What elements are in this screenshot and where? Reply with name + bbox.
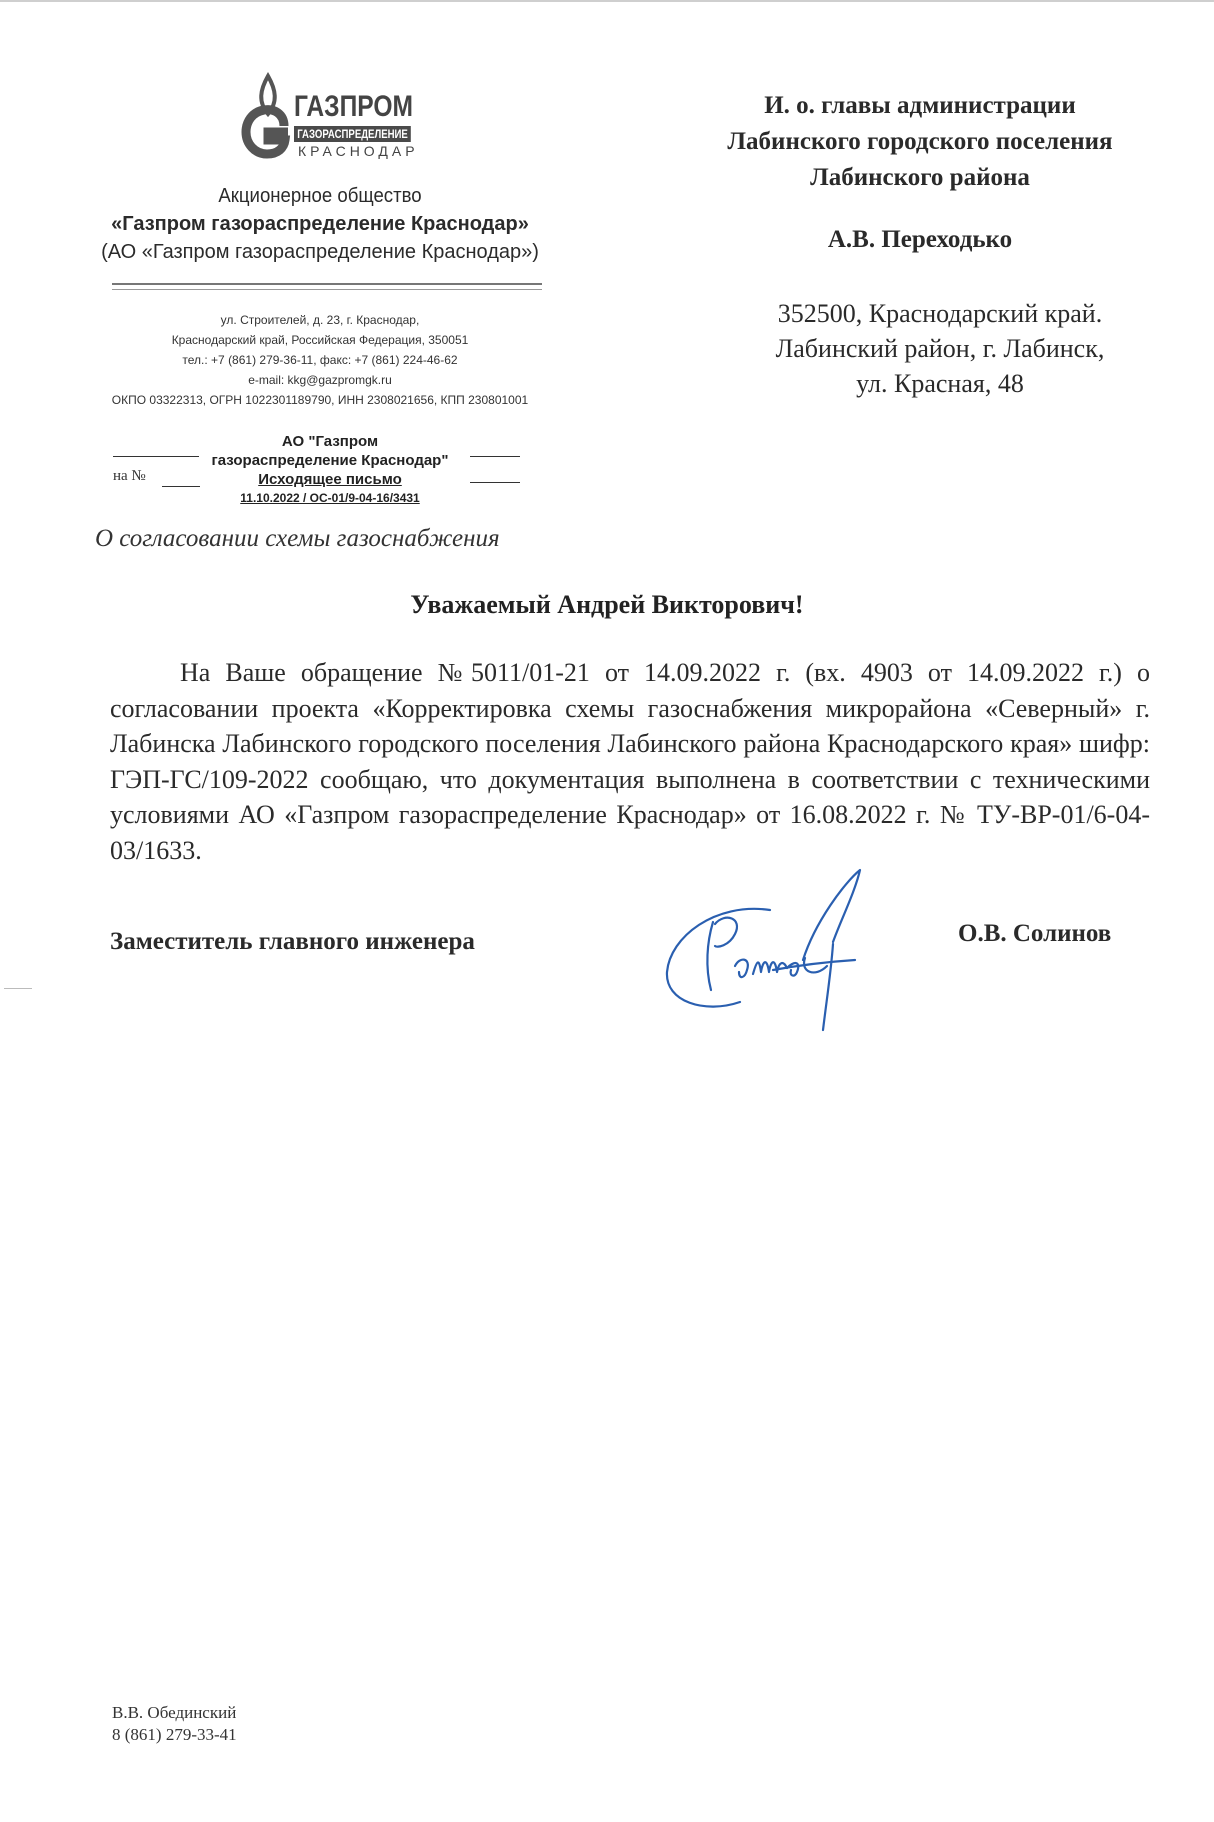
header-divider (112, 283, 542, 290)
signer-title: Заместитель главного инженера (110, 928, 475, 955)
gazprom-logo (238, 68, 419, 168)
recipient-line1: И. о. главы администрации (764, 92, 1076, 119)
logo-city: КРАСНОДАР (298, 143, 419, 159)
executor-name: В.В. Обединский (112, 1703, 237, 1722)
contacts-phones: тел.: +7 (861) 279-36-11, факс: +7 (861) 224-46-62 (182, 353, 458, 367)
stamp-doc-number: 11.10.2022 / ОС-01/9-04-16/3431 (240, 491, 420, 505)
contacts-address-line1: ул. Строителей, д. 23, г. Краснодар, (220, 313, 420, 327)
greeting: Уважаемый Андрей Викторович! (410, 590, 804, 619)
stamp-line-right-top (470, 456, 520, 457)
recipient-line3: Лабинского района (810, 164, 1030, 191)
company-name: «Газпром газораспределение Краснодар» (111, 213, 529, 235)
outgoing-stamp (200, 432, 460, 508)
company-block (100, 182, 540, 266)
recipient-address-line1: 352500, Краснодарский край. (777, 299, 1103, 328)
stamp-org-line1: АО "Газпром (281, 433, 379, 450)
recipient-name: А.В. Переходько (827, 226, 1013, 253)
executor-info (112, 1702, 237, 1746)
stamp-line-right-bottom (470, 482, 520, 483)
company-contacts (100, 310, 540, 410)
company-short-name: (АО «Газпром газораспределение Краснодар») (101, 241, 539, 263)
recipient-position (660, 88, 1180, 196)
contacts-codes: ОКПО 03322313, ОГРН 1022301189790, ИНН 2308021656, КПП 230801001 (111, 393, 529, 407)
letter-body: На Ваше обращение №5011/01-21 от 14.09.2022 г. (вх. 4903 от 14.09.2022 г.) о согласовании проекта «Корректировка схемы газоснабжения микрорайона «Северный» г. Лабинска Лабинского городского поселения Лабинского района Краснодарского края» шифр: ГЭП-ГС/109-2022 сообщаю, что документация выполнена в соответствии с техническими условиями АО «Газпром газораспределение Краснодар» от 16.08.2022 г. № ТУ-ВР-01/6-04-03/1633. (110, 658, 1150, 865)
recipient-address (700, 296, 1180, 401)
contacts-address-line2: Краснодарский край, Российская Федерация, 350051 (171, 333, 469, 347)
handwritten-signature (655, 862, 905, 1032)
contacts-email: e-mail: kkg@gazpromgk.ru (248, 373, 392, 387)
recipient-address-line3: ул. Красная, 48 (856, 369, 1024, 398)
stamp-line-left-top (113, 456, 199, 457)
recipient-address-line2: Лабинский район, г. Лабинск, (775, 334, 1105, 363)
flame-g-icon (238, 68, 298, 168)
logo-brand: ГАЗПРОМ (294, 90, 413, 123)
stamp-org-line2: газораспределение Краснодар" (211, 452, 449, 469)
executor-phone: 8 (861) 279-33-41 (112, 1725, 237, 1744)
signer-name: О.В. Солинов (958, 920, 1112, 947)
logo-subtitle: ГАЗОРАСПРЕДЕЛЕНИЕ (294, 126, 411, 142)
company-org-type: Акционерное общество (218, 185, 422, 207)
stamp-line-number (162, 486, 200, 487)
margin-mark (4, 988, 32, 989)
recipient-line2: Лабинского городского поселения (727, 128, 1113, 155)
letter-subject: О согласовании схемы газоснабжения (95, 525, 500, 552)
reply-to-label: на № (113, 468, 146, 484)
page-top-edge (0, 0, 1214, 2)
stamp-doc-type: Исходящее письмо (258, 471, 402, 488)
